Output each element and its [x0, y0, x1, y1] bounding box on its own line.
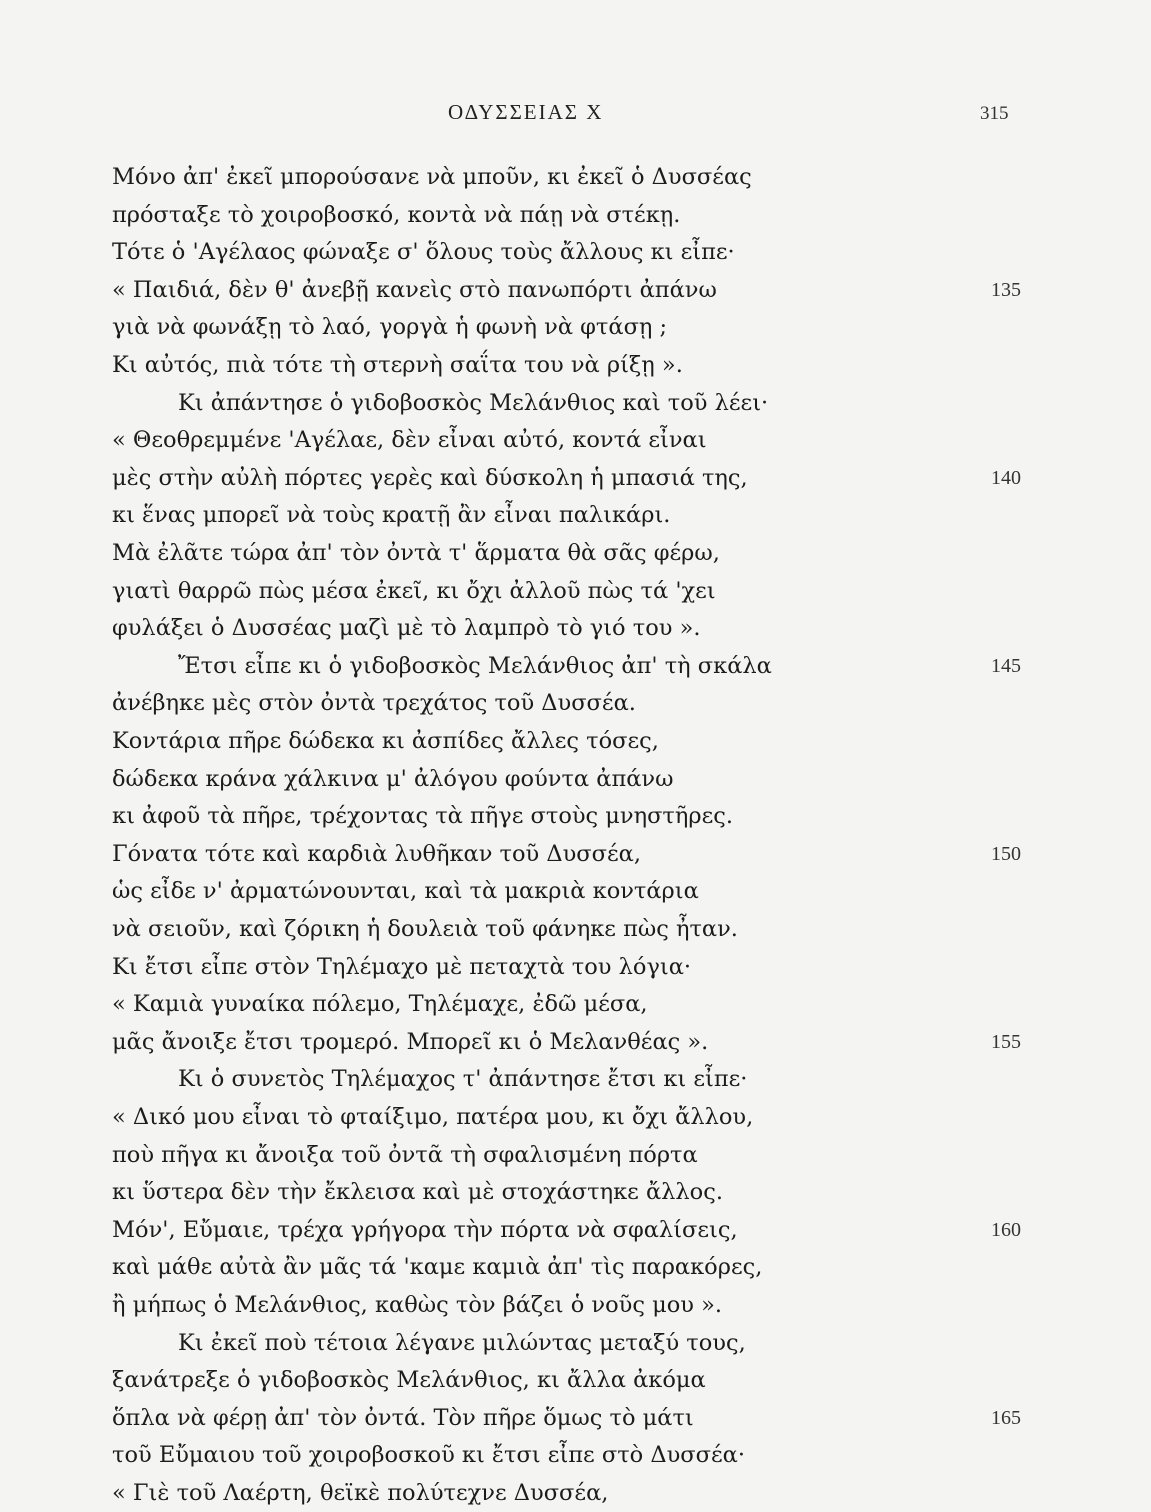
verse-line: κι ὕστερα δὲν τὴν ἔκλεισα καὶ μὲ στοχάστηκε ἄλλος. [112, 1179, 723, 1205]
verse-line: ὡς εἶδε ν' ἀρματώνουνται, καὶ τὰ μακριὰ κοντάρια [112, 878, 699, 904]
verse-line: « Γιὲ τοῦ Λαέρτη, θεϊκὲ πολύτεχνε Δυσσέα, [112, 1480, 609, 1506]
verse-line: Κι ὁ συνετὸς Τηλέμαχος τ' ἀπάντησε ἔτσι κι εἶπε· [178, 1066, 748, 1092]
verse-line: κι ἀφοῦ τὰ πῆρε, τρέχοντας τὰ πῆγε στοὺς μνηστῆρες. [112, 803, 734, 829]
line-number: 135 [991, 279, 1021, 301]
verse-line: Μόνο ἀπ' ἐκεῖ μπορούσανε νὰ μποῦν, κι ἐκεῖ ὁ Δυσσέας [112, 164, 752, 190]
verse-line: « Δικό μου εἶναι τὸ φταίξιμο, πατέρα μου, κι ὄχι ἄλλου, [112, 1104, 754, 1130]
verse-line: κι ἕνας μπορεῖ νὰ τοὺς κρατῇ ἂν εἶναι παλικάρι. [112, 502, 671, 528]
line-number: 165 [991, 1407, 1021, 1429]
verse-line: Μόν', Εὔμαιε, τρέχα γρήγορα τὴν πόρτα νὰ σφαλίσεις, [112, 1217, 738, 1243]
verse-line: μᾶς ἄνοιξε ἔτσι τρομερό. Μπορεῖ κι ὁ Μελανθέας ». [112, 1029, 709, 1055]
verse-line: « Παιδιά, δὲν θ' ἀνεβῇ κανεὶς στὸ πανωπόρτι ἀπάνω [112, 277, 717, 303]
verse-line: νὰ σειοῦν, καὶ ζόρικη ἡ δουλειὰ τοῦ φάνηκε πὼς ἦταν. [112, 916, 738, 942]
verse-line: ξανάτρεξε ὁ γιδοβοσκὸς Μελάνθιος, κι ἄλλα ἀκόμα [112, 1367, 706, 1393]
line-number: 150 [991, 843, 1021, 865]
verse-line: μὲς στὴν αὐλὴ πόρτες γερὲς καὶ δύσκολη ἡ μπασιά της, [112, 465, 748, 491]
verse-line: Κι ἔτσι εἶπε στὸν Τηλέμαχο μὲ πεταχτὰ του λόγια· [112, 954, 692, 980]
verse-line: ποὺ πῆγα κι ἄνοιξα τοῦ ὀντᾶ τὴ σφαλισμένη πόρτα [112, 1142, 698, 1168]
verse-line: τοῦ Εὔμαιου τοῦ χοιροβοσκοῦ κι ἔτσι εἶπε στὸ Δυσσέα· [112, 1442, 746, 1468]
verse-line: φυλάξει ὁ Δυσσέας μαζὶ μὲ τὸ λαμπρὸ τὸ γιό του ». [112, 615, 701, 641]
verse-line: ὅπλα νὰ φέρῃ ἀπ' τὸν ὀντά. Τὸν πῆρε ὅμως τὸ μάτι [112, 1405, 694, 1431]
verse-line: Κοντάρια πῆρε δώδεκα κι ἀσπίδες ἄλλες τόσες, [112, 728, 659, 754]
line-number: 145 [991, 655, 1021, 677]
verse-line: ἀνέβηκε μὲς στὸν ὀντὰ τρεχάτος τοῦ Δυσσέα. [112, 690, 636, 716]
verse-line: « Καμιὰ γυναίκα πόλεμο, Τηλέμαχε, ἐδῶ μέσα, [112, 991, 648, 1017]
verse-line: δώδεκα κράνα χάλκινα μ' ἀλόγου φούντα ἀπάνω [112, 766, 674, 792]
verse-line: Ἔτσι εἶπε κι ὁ γιδοβοσκὸς Μελάνθιος ἀπ' τὴ σκάλα [178, 653, 772, 679]
verse-line: ἢ μήπως ὁ Μελάνθιος, καθὼς τὸν βάζει ὁ νοῦς μου ». [112, 1292, 722, 1318]
page-number: 315 [980, 103, 1009, 124]
verse-line: γιὰ νὰ φωνάξῃ τὸ λαό, γοργὰ ἡ φωνὴ νὰ φτάσῃ ; [112, 314, 668, 340]
verse-line: Κι ἀπάντησε ὁ γιδοβοσκὸς Μελάνθιος καὶ τοῦ λέει· [178, 390, 769, 416]
verse-line: Κι αὐτός, πιὰ τότε τὴ στερνὴ σαΐτα του νὰ ρίξῃ ». [112, 352, 683, 378]
line-number: 140 [991, 467, 1021, 489]
verse-line: Κι ἐκεῖ ποὺ τέτοια λέγανε μιλώντας μεταξύ τους, [178, 1330, 746, 1356]
running-head: ΟΔΥΣΣΕΙΑΣ Χ [448, 100, 604, 124]
verse-line: « Θεοθρεμμένε 'Αγέλαε, δὲν εἶναι αὐτό, κοντά εἶναι [112, 427, 707, 453]
verse-line: Τότε ὁ 'Αγέλαος φώναξε σ' ὅλους τοὺς ἄλλους κι εἶπε· [112, 239, 735, 265]
verse-line: γιατὶ θαρρῶ πὼς μέσα ἐκεῖ, κι ὄχι ἀλλοῦ πὼς τά 'χει [112, 578, 716, 604]
line-number: 160 [991, 1219, 1021, 1241]
verse-line: Γόνατα τότε καὶ καρδιὰ λυθῆκαν τοῦ Δυσσέα, [112, 841, 642, 867]
verse-line: Μὰ ἐλᾶτε τώρα ἀπ' τὸν ὀντὰ τ' ἅρματα θὰ σᾶς φέρω, [112, 540, 720, 566]
verse-line: πρόσταξε τὸ χοιροβοσκό, κοντὰ νὰ πάῃ νὰ στέκῃ. [112, 202, 681, 228]
line-number: 155 [991, 1031, 1021, 1053]
verse-line: καὶ μάθε αὐτὰ ἂν μᾶς τά 'καμε καμιὰ ἀπ' τὶς παρακόρες, [112, 1254, 763, 1280]
